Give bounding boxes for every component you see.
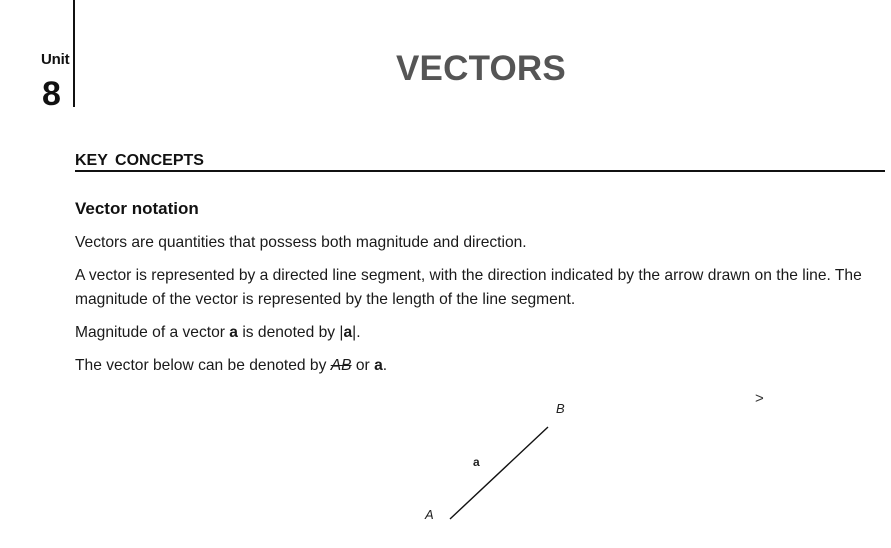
vector-diagram	[410, 395, 580, 525]
section-underline	[75, 170, 885, 172]
page-title: VECTORS	[396, 49, 566, 88]
notation-text-end: .	[382, 357, 388, 374]
paragraph-magnitude	[75, 321, 361, 345]
paragraph-notation	[75, 354, 387, 378]
paragraph-representation: A vector is represented by a directed line segment, with the direction indicated by the arrow drawn on the line. The magnitude of the vector is represented by the length of the line segment.	[75, 267, 862, 308]
unit-number: 8	[42, 75, 61, 113]
notation-text-middle: or	[351, 357, 375, 374]
magnitude-text-start: Magnitude of a vector	[75, 324, 230, 341]
stray-mark: >	[755, 390, 764, 407]
vector-ab-notation: AB	[330, 357, 352, 374]
vector-a-bold: a	[229, 324, 238, 341]
vector-a-label: a	[473, 455, 480, 469]
unit-divider	[73, 0, 75, 107]
magnitude-text-middle: is denoted by |	[237, 324, 344, 341]
notation-text-start: The vector below can be denoted by	[75, 357, 331, 374]
paragraph-definition: Vectors are quantities that possess both magnitude and direction.	[75, 234, 527, 251]
point-b-label: B	[556, 401, 565, 416]
section-heading: KEY CONCEPTS	[75, 152, 204, 169]
magnitude-text-end: |.	[352, 324, 361, 341]
vector-a-bold-3: a	[374, 357, 383, 374]
subheading-vector-notation: Vector notation	[75, 199, 199, 218]
unit-label: Unit	[41, 51, 70, 68]
point-a-label: A	[425, 507, 434, 522]
vector-a-bold-2: a	[343, 324, 353, 341]
vector-line	[450, 427, 548, 519]
